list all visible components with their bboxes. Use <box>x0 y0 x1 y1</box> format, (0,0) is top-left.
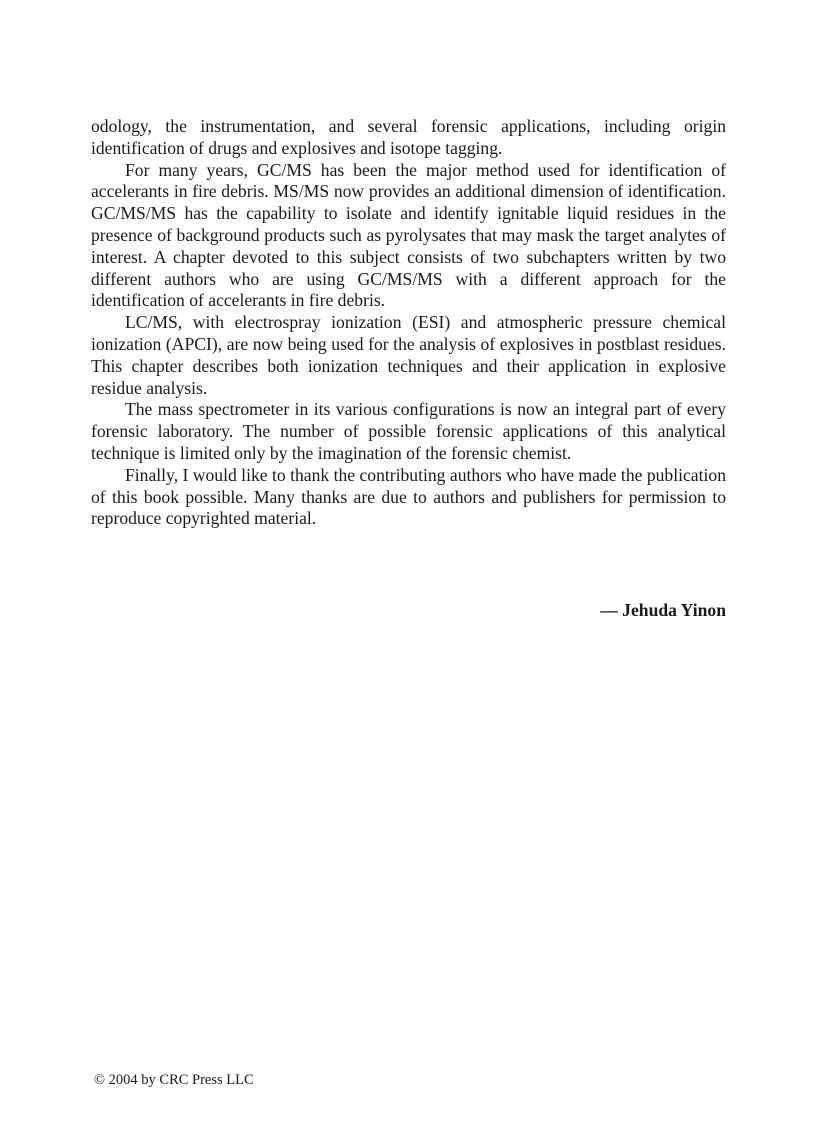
paragraph-1: odology, the instrumentation, and several forensic applications, including origin identification of drugs and explosives and isotope tagging. <box>91 116 726 158</box>
paragraph-3: LC/MS, with electrospray ionization (ESI) and atmospheric pressure chemical ionization (APCI), are now being used for the analysis of explosives in postblast residues. This chapter describes both ionization techniques and their application in explosive residue analysis. <box>91 312 726 398</box>
paragraph-5: Finally, I would like to thank the contributing authors who have made the publication of this book possible. Many thanks are due to authors and publishers for permission to reproduce copyrighted material. <box>91 464 726 529</box>
author-signature: — Jehuda Yinon <box>600 600 726 620</box>
body-text <box>91 116 726 530</box>
copyright-footer: © 2004 by CRC Press LLC <box>94 1072 254 1088</box>
paragraph-2: For many years, GC/MS has been the major method used for identification of accelerants in fire debris. MS/MS now provides an additional dimension of identification. GC/MS/MS has the capability to isolate and identify ignitable liquid residues in the presence of background products such as pyrolysates that may mask the target analytes of interest. A chapter devoted to this subject consists of two subchapters written by two different authors who are using GC/MS/MS with a different approach for the identification of accelerants in fire debris. <box>91 159 726 311</box>
paragraph-4: The mass spectrometer in its various configurations is now an integral part of every forensic laboratory. The number of possible forensic applications of this analytical technique is limited only by the imagination of the forensic chemist. <box>91 399 726 463</box>
